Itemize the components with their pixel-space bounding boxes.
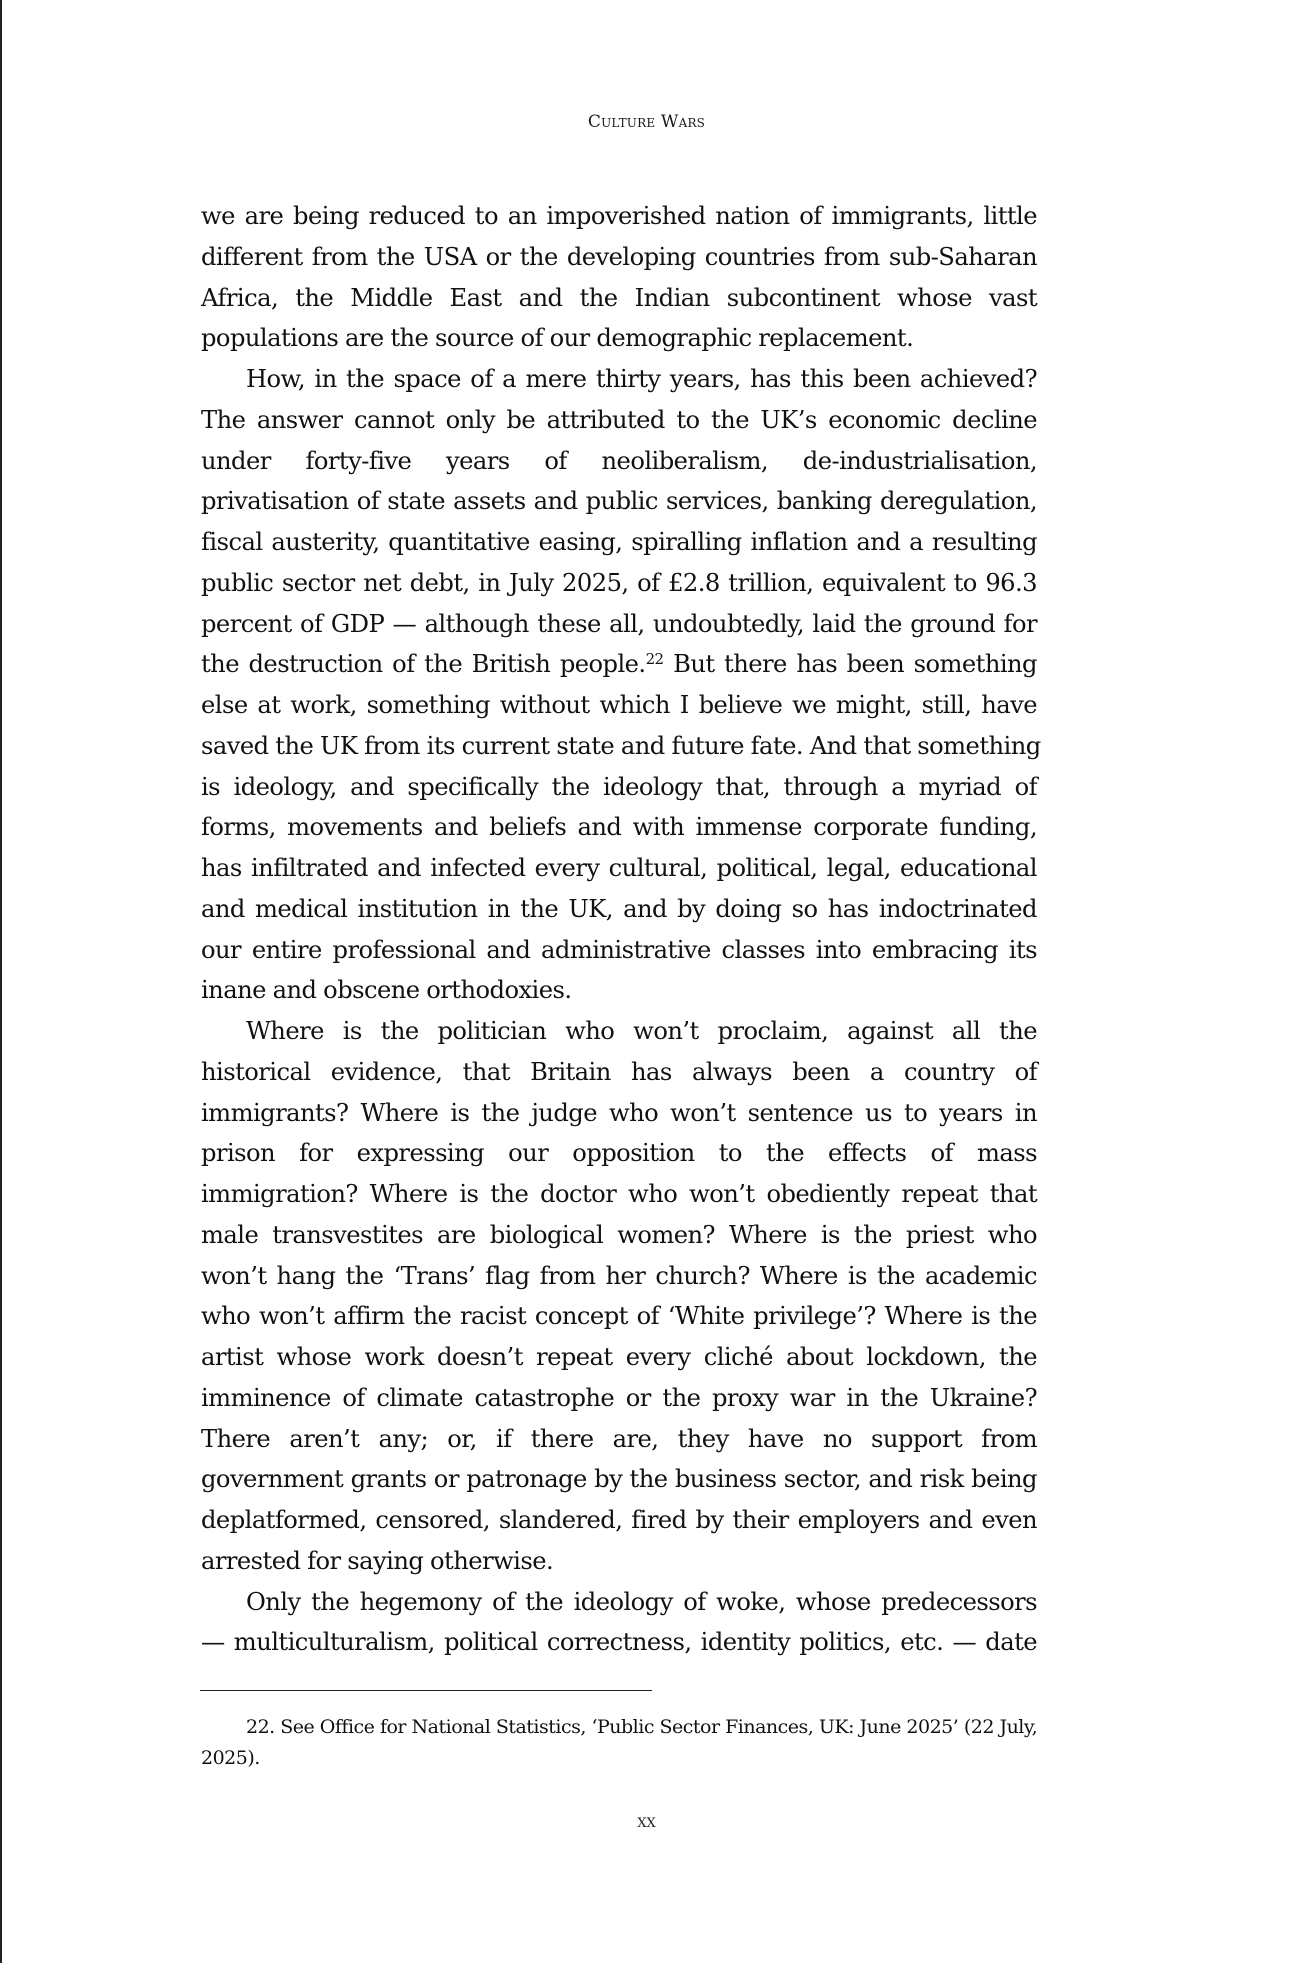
body-line: [201, 1500, 1037, 1541]
body-line: [201, 644, 1037, 685]
body-line: [201, 1256, 1037, 1297]
body-line-text: government grants or patronage by the business sector, and risk being: [201, 1465, 1037, 1494]
body-line: [201, 1419, 1037, 1460]
body-line-text: prison for expressing our opposition to the effects of mass: [201, 1139, 1037, 1168]
body-line-text: saved the UK from its current state and future fate. And that something: [201, 731, 1041, 760]
body-line: [201, 1337, 1037, 1378]
body-line: [201, 318, 1037, 359]
page-number: xx: [637, 1811, 656, 1832]
body-line-text: who won’t affirm the racist concept of ‘White privilege’? Where is the: [201, 1302, 1037, 1331]
body-line-text: else at work, something without which I believe we might, still, have: [201, 691, 1037, 719]
footnote-reference[interactable]: 22: [645, 650, 664, 669]
body-line-text: is ideology, and specifically the ideology that, through a myriad of: [201, 772, 1037, 801]
body-line-text: immigration? Where is the doctor who won’t obediently repeat that: [201, 1180, 1037, 1208]
body-line: [201, 767, 1037, 808]
body-line: [201, 970, 1037, 1011]
body-line-text: deplatformed, censored, slandered, fired by their employers and even: [201, 1506, 1037, 1534]
body-line: [201, 685, 1037, 726]
body-text: [201, 196, 1041, 1663]
body-line-text: forms, movements and beliefs and with immense corporate funding,: [201, 813, 1037, 842]
body-line: [201, 1541, 1037, 1582]
body-line: [201, 1622, 1037, 1663]
body-line-text: our entire professional and administrative classes into embracing its: [201, 935, 1037, 964]
body-line-text: imminence of climate catastrophe or the proxy war in the Ukraine?: [201, 1383, 1037, 1412]
body-line-text: artist whose work doesn’t repeat every cliché about lockdown, the: [201, 1343, 1037, 1371]
body-line-text: How, in the space of a mere thirty years, has this been achieved?: [246, 365, 1037, 393]
body-line-text: immigrants? Where is the judge who won’t sentence us to years in: [201, 1098, 1037, 1127]
body-line: [201, 441, 1037, 482]
body-line: [201, 196, 1037, 237]
body-line: [201, 1215, 1037, 1256]
body-line-text: privatisation of state assets and public services, banking deregulation,: [201, 487, 1037, 516]
body-line-text: The answer cannot only be attributed to the UK’s economic decline: [201, 405, 1037, 434]
body-line: [201, 481, 1037, 522]
running-head: Culture Wars: [587, 112, 706, 132]
body-line: [201, 889, 1037, 930]
body-line: [201, 1459, 1037, 1500]
body-line-text: populations are the source of our demographic replacement.: [201, 324, 914, 353]
body-line: [201, 726, 1041, 767]
body-line: [201, 1296, 1037, 1337]
body-line-text: arrested for saying otherwise.: [201, 1546, 554, 1575]
body-line-text: percent of GDP — although these all, undoubtedly, laid the ground for: [201, 609, 1037, 638]
body-line-text: the destruction of the British people.: [201, 650, 646, 679]
body-line-text: different from the USA or the developing countries from sub-Saharan: [201, 242, 1037, 271]
body-line: [201, 1174, 1037, 1215]
body-line-text: has infiltrated and infected every cultural, political, legal, educational: [201, 854, 1037, 882]
footnote-line: 2025).: [201, 1747, 260, 1769]
body-line: [201, 1011, 1037, 1052]
body-line: [201, 807, 1037, 848]
body-line: [201, 604, 1037, 645]
body-line-text: public sector net debt, in July 2025, of £2.8 trillion, equivalent to 96.3: [201, 568, 1037, 597]
body-line: [201, 522, 1037, 563]
footnote-line: 22. See Office for National Statistics, ‘Public Sector Finances, UK: June 2025’ (22 July,: [246, 1716, 1038, 1738]
body-line-text: under forty-five years of neoliberalism, de-industrialisation,: [201, 446, 1037, 475]
body-line: [201, 400, 1037, 441]
body-line: [201, 1093, 1037, 1134]
body-line-text: Africa, the Middle East and the Indian subcontinent whose vast: [201, 283, 1037, 312]
body-line-text: inane and obscene orthodoxies.: [201, 976, 572, 1005]
body-line: [201, 1582, 1037, 1623]
body-line: [201, 1052, 1037, 1093]
body-line: [201, 1378, 1037, 1419]
footnote: [201, 1712, 1037, 1774]
footnote-rule: [200, 1690, 652, 1691]
body-line-text: won’t hang the ‘Trans’ flag from her church? Where is the academic: [201, 1261, 1037, 1290]
body-line-text: we are being reduced to an impoverished nation of immigrants, little: [201, 202, 1037, 230]
footnotes: [201, 1712, 1037, 1774]
body-line-text: male transvestites are biological women? Where is the priest who: [201, 1220, 1037, 1249]
body-line: [201, 237, 1037, 278]
body-line: [201, 1133, 1037, 1174]
body-line-text: historical evidence, that Britain has always been a country of: [201, 1057, 1037, 1086]
body-line-text: There aren’t any; or, if there are, they have no support from: [201, 1424, 1037, 1453]
body-line: [201, 930, 1037, 971]
body-line: [201, 278, 1037, 319]
body-line: [201, 359, 1037, 400]
body-line-text: But there has been something: [663, 650, 1037, 679]
body-line-text: — multiculturalism, political correctness, identity politics, etc. — date: [201, 1628, 1037, 1657]
body-line-text: Only the hegemony of the ideology of woke, whose predecessors: [246, 1587, 1037, 1616]
body-line-text: and medical institution in the UK, and by doing so has indoctrinated: [201, 894, 1037, 923]
body-line-text: Where is the politician who won’t proclaim, against all the: [246, 1017, 1037, 1045]
body-line: [201, 848, 1037, 889]
body-line: [201, 563, 1037, 604]
body-line-text: fiscal austerity, quantitative easing, spiralling inflation and a resulting: [201, 528, 1037, 556]
